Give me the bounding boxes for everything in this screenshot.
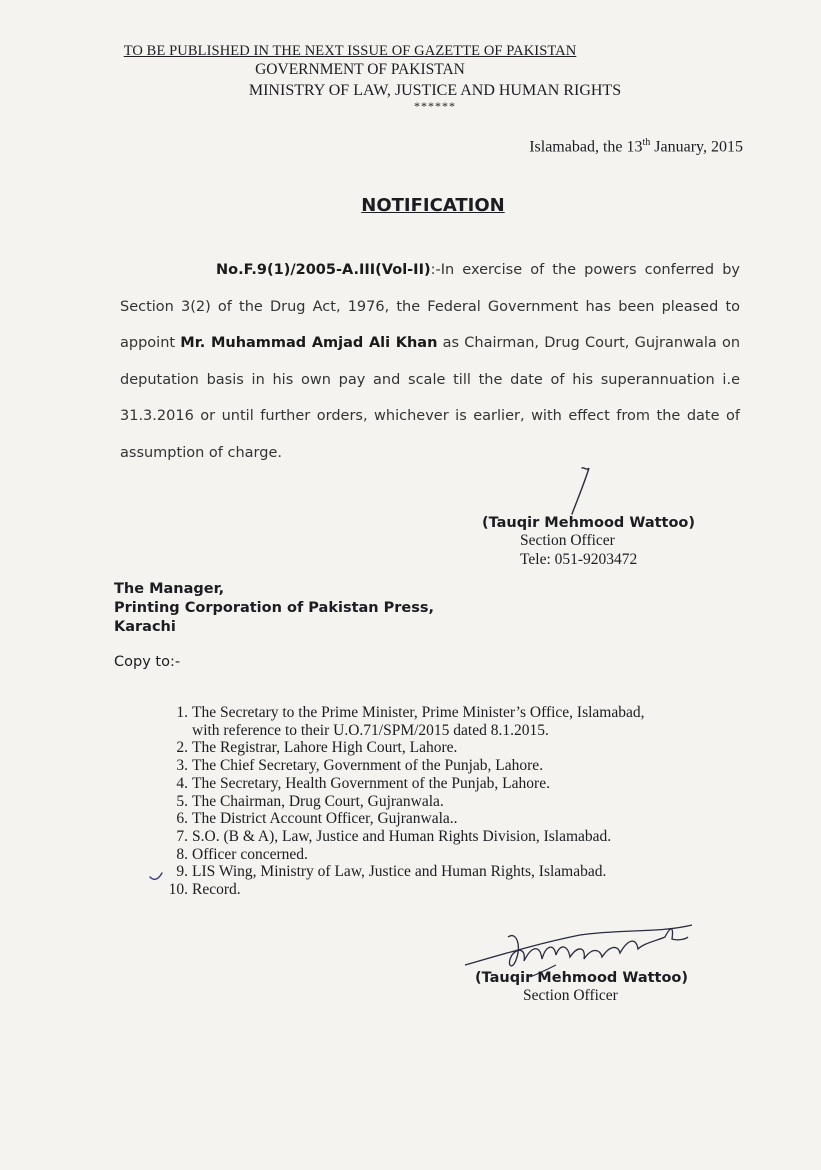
list-item-text: The Chairman, Drug Court, Gujranwala. [192,792,444,810]
copy-list [150,704,770,899]
list-item [150,810,770,828]
list-item-text: The District Account Officer, Gujranwala.. [192,810,458,828]
list-item-number: 3. [176,757,188,775]
list-item-number: 7. [176,827,188,845]
signature-block-1 [482,515,712,569]
signatory-phone: Tele: 051-9203472 [520,551,638,568]
notification-text-2: as Chairman, Drug Court, Gujranwala on deputation basis in his own pay and scale till the date of his superannuation i.e 31.3.2016 or until further orders, whichever is earlier, with effect from the date of assumption of charge. [120,335,741,461]
list-item-number: 9. [176,863,188,881]
list-item-number: 2. [176,739,188,757]
list-item-text: with reference to their U.O.71/SPM/2015 dated 8.1.2015. [192,721,549,739]
list-item-number: 8. [176,845,188,863]
government-heading: GOVERNMENT OF PAKISTAN [255,61,465,78]
list-item-number: 1. [176,704,188,721]
dateline-suffix: January, 2015 [650,138,743,156]
tick-mark [148,868,170,882]
heading-stars: ****** [414,99,456,113]
signature-stroke-1 [560,462,620,522]
signatory-designation-2: Section Officer [523,987,618,1004]
dateline [529,137,743,156]
signature-block-2 [475,970,715,1005]
list-item-number: 6. [176,810,188,828]
gazette-line: TO BE PUBLISHED IN THE NEXT ISSUE OF GAZETTE OF PAKISTAN [123,43,577,59]
list-item [150,739,770,757]
signatory-name: (Tauqir Mehmood Wattoo) [482,515,696,531]
list-item-text: S.O. (B & A), Law, Justice and Human Rights Division, Islamabad. [192,827,612,845]
dateline-ordinal: th [642,137,651,148]
list-item [150,846,770,864]
list-item-number: 4. [176,774,188,792]
appointee-name: Mr. Muhammad Amjad Ali Khan [180,335,438,351]
list-item-number: 5. [176,792,188,810]
page-title: NOTIFICATION [361,195,505,216]
notification-body [120,252,740,471]
signatory-designation: Section Officer [520,532,615,549]
list-item [150,722,770,740]
list-item-text: Record. [192,881,241,899]
list-item-number [150,722,192,740]
list-item [150,704,770,722]
list-item-text: The Secretary, Health Government of the Punjab, Lahore. [192,774,550,792]
list-item-text: The Secretary to the Prime Minister, Prime Minister’s Office, Islamabad, [192,704,645,721]
addressee-line-1: The Manager, [114,581,225,597]
dateline-prefix: Islamabad, the 13 [529,138,643,156]
ministry-heading: MINISTRY OF LAW, JUSTICE AND HUMAN RIGHTS [248,82,622,99]
list-item [150,828,770,846]
list-item [150,775,770,793]
list-item-text: The Registrar, Lahore High Court, Lahore. [192,739,458,757]
list-item [150,757,770,775]
list-item-number: 10. [168,881,188,899]
notification-text-1: :-In exercise of the powers conferred by Section 3(2) of the Drug Act, 1976, the Federal Government has been pleased to appoint [120,262,740,351]
addressee-line-2: Printing Corporation of Pakistan Press, [114,600,435,616]
list-item-text: Officer concerned. [192,845,308,863]
list-item [150,881,770,899]
list-item-text: The Chief Secretary, Government of the Punjab, Lahore. [192,757,544,775]
addressee-block [114,580,434,637]
list-item [150,863,770,881]
signatory-name-2: (Tauqir Mehmood Wattoo) [475,970,689,986]
list-item [150,793,770,811]
notification-number: No.F.9(1)/2005-A.III(Vol-II) [216,262,431,278]
copy-to-label: Copy to:- [114,654,181,670]
addressee-line-3: Karachi [114,619,176,635]
list-item-text: LIS Wing, Ministry of Law, Justice and Human Rights, Islamabad. [192,863,607,881]
